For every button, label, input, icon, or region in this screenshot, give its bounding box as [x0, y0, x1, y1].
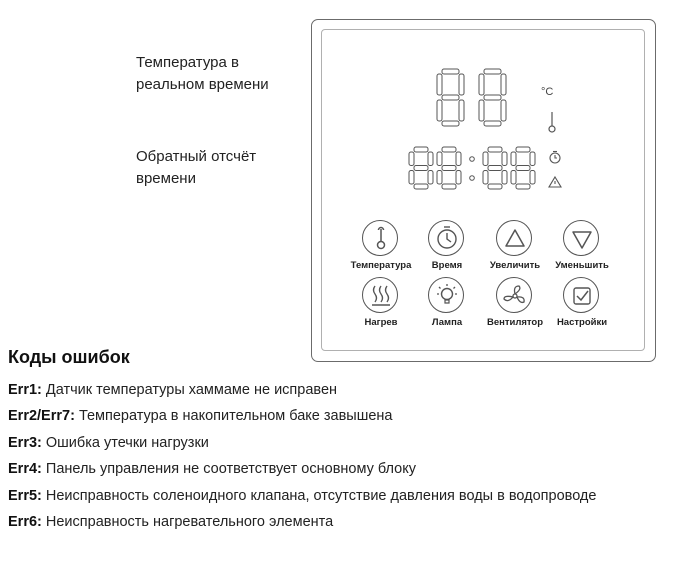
button-label: Уменьшить: [555, 260, 609, 271]
display-area: [312, 20, 657, 220]
button-label: Настройки: [556, 317, 608, 328]
error-code-item: [8, 486, 596, 506]
celsius-unit: °C: [541, 86, 554, 98]
seven-segment-digit: [483, 147, 507, 189]
error-code: Err4:: [8, 461, 42, 478]
button-label: Нагрев: [364, 317, 398, 328]
error-code: Err2/Err7:: [8, 408, 75, 425]
button-label: Температура: [350, 260, 412, 271]
seven-segment-digit: [437, 147, 461, 189]
button-label: Время: [431, 260, 463, 271]
error-codes-title: Коды ошибок: [8, 347, 130, 367]
seven-segment-digit: [511, 147, 535, 189]
button-settings[interactable]: [539, 273, 625, 347]
error-description: Датчик температуры хаммаме не исправен: [45, 382, 338, 398]
error-description: Ошибка утечки нагрузки: [45, 434, 209, 451]
thermometer-icon: [549, 112, 555, 132]
error-code: Err3:: [8, 434, 42, 451]
callout-realtime-temperature: [136, 52, 269, 96]
heating-icon: [362, 277, 398, 313]
error-code: Err1:: [8, 382, 42, 398]
error-code-item: [8, 406, 393, 426]
error-description: Панель управления не соответствует основному блоку: [45, 461, 416, 478]
error-description: Неисправность нагревательного элемента: [45, 514, 334, 530]
clock-icon: [428, 220, 464, 256]
control-panel: [311, 19, 656, 362]
callout-line: Обратный отсчёт: [136, 148, 257, 165]
timer-icon: [550, 152, 560, 164]
error-code-item: [8, 433, 209, 453]
lamp-icon: [428, 277, 464, 313]
settings-icon: [563, 277, 599, 313]
button-label: Лампа: [431, 317, 463, 328]
colon-separator: [470, 157, 475, 181]
error-code: Err5:: [8, 487, 42, 504]
seven-segment-digit: [437, 69, 464, 126]
error-code-item: [8, 380, 337, 400]
warning-icon: [549, 177, 561, 187]
error-description: Неисправность соленоидного клапана, отсутствие давления воды в водопроводе: [45, 487, 597, 504]
seven-segment-digit: [409, 147, 433, 189]
button-label: Вентилятор: [486, 317, 544, 328]
callout-line: реальном времени: [136, 76, 269, 93]
seven-segment-digit: [479, 69, 506, 126]
error-code-item: [8, 459, 416, 479]
arrow-down-icon: [563, 220, 599, 256]
thermometer-icon: [362, 220, 398, 256]
error-code-item: [8, 512, 333, 532]
button-label: Увеличить: [489, 260, 541, 271]
error-code: Err6:: [8, 514, 42, 530]
arrow-up-icon: [496, 220, 532, 256]
callout-countdown-timer: [136, 146, 256, 190]
callout-line: времени: [136, 170, 196, 187]
fan-icon: [496, 277, 532, 313]
error-description: Температура в накопительном баке завышена: [78, 408, 393, 425]
callout-line: Температура в: [136, 54, 239, 71]
